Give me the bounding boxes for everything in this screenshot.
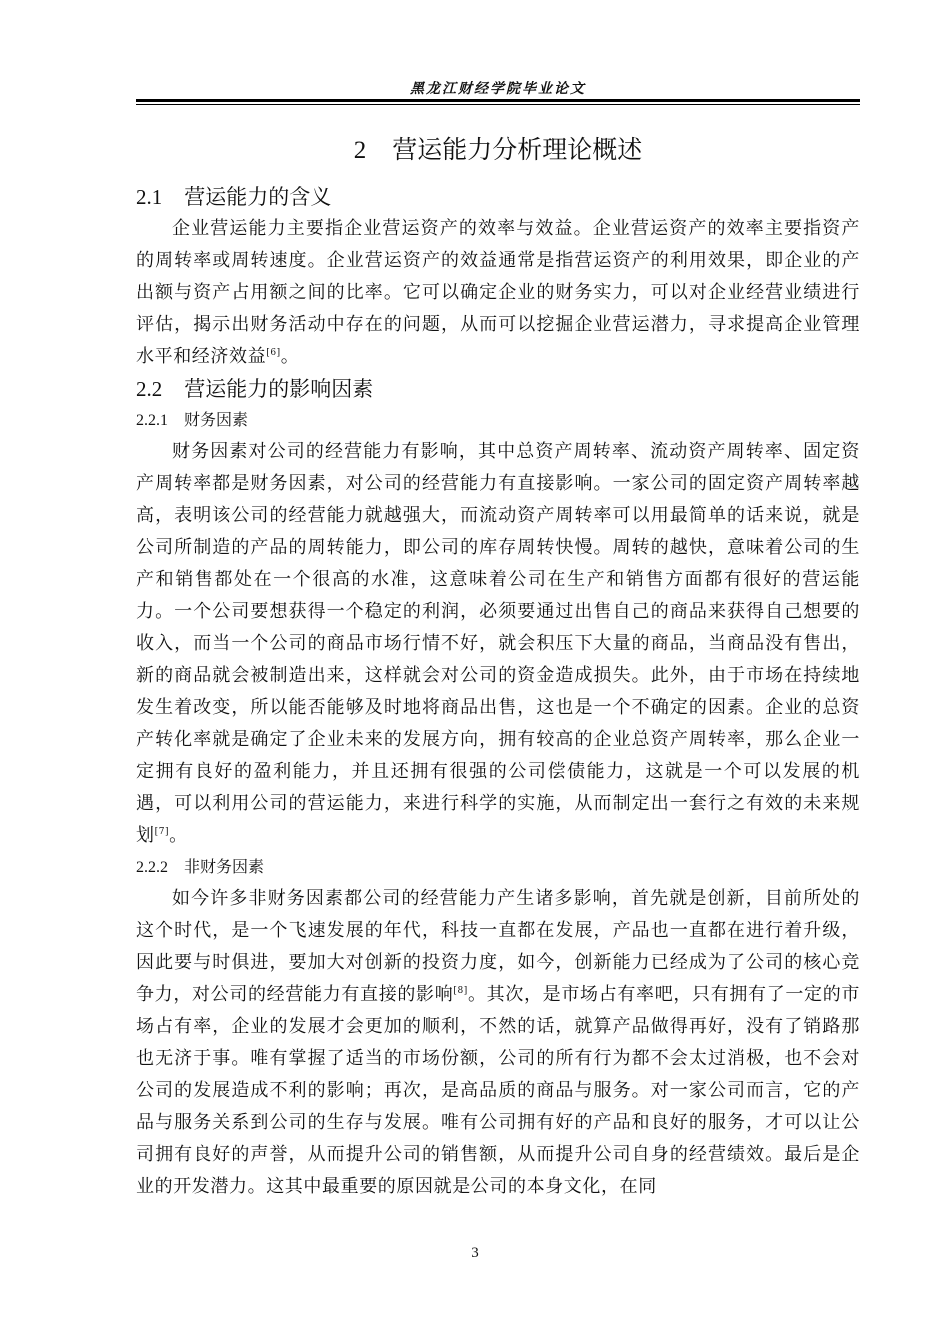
chapter-title — [136, 130, 860, 171]
section-2-2-1-heading — [136, 405, 860, 436]
chapter-number: 2 — [353, 137, 367, 164]
section-2-2-heading — [136, 373, 860, 405]
section-2-2-1-paragraph — [136, 436, 860, 852]
section-2-2-2-text-b: 。其次，是市场占有率吧，只有拥有了一定的市场占有率，企业的发展才会更加的顺利，不然的话，就算产品做得再好，没有了销路那也无济于事。唯有掌握了适当的市场份额，公司的所有行为都不会太过消极，也不会对公司的发展造成不利的影响；再次，是高品质的商品与服务。对一家公司而言，它的产品与服务关系到公司的生存与发展。唯有公司拥有好的产品和良好的服务，才可以让公司拥有良好的声誉，从而提升公司的销售额，从而提升公司自身的经营绩效。最后是企业的开发潜力。这其中最重要的原因就是公司的本身文化，在同 — [136, 984, 860, 1197]
chapter-title-text: 营运能力分析理论概述 — [392, 135, 643, 164]
section-2-2-title: 营运能力的影响因素 — [184, 377, 374, 401]
page-number: 3 — [471, 1245, 479, 1261]
section-2-1-tail: 。 — [280, 346, 300, 367]
section-2-2-1-tail: 。 — [169, 825, 188, 846]
section-2-1-text: 企业营运能力主要指企业营运资产的效率与效益。企业营运资产的效率主要指资产的周转率或周转速度。企业营运资产的效益通常是指营运资产的利用效果，即企业的产出额与资产占用额之间的比率。它可以确定企业的财务实力，可以对企业经营业绩进行评估，揭示出财务活动中存在的问题，从而可以挖掘企业营运潜力，寻求提高企业管理水平和经济效益 — [136, 218, 860, 367]
section-2-2-1-title: 财务因素 — [184, 410, 249, 429]
citation-8: [8] — [453, 986, 468, 996]
page-header: 黑龙江财经学院毕业论文 — [410, 81, 586, 97]
section-2-2-2-heading — [136, 852, 860, 883]
section-2-1-paragraph — [136, 213, 860, 373]
section-2-2-2-title: 非财务因素 — [184, 857, 265, 876]
section-2-2-number: 2.2 — [136, 377, 163, 401]
citation-7: [7] — [154, 827, 170, 837]
section-2-1-title: 营运能力的含义 — [184, 185, 332, 209]
section-2-2-1-number: 2.2.1 — [136, 412, 168, 429]
section-2-1-number: 2.1 — [136, 185, 163, 209]
section-2-2-1-text: 财务因素对公司的经营能力有影响，其中总资产周转率、流动资产周转率、固定资产周转率都是财务因素，对公司的经营能力有直接影响。一家公司的固定资产周转率越高，表明该公司的经营能力就越强大，而流动资产周转率可以用最简单的话来说，就是公司所制造的产品的周转能力，即公司的库存周转快慢。周转的越快，意味着公司的生产和销售都处在一个很高的水准，这意味着公司在生产和销售方面都有很好的营运能力。一个公司要想获得一个稳定的利润，必须要通过出售自己的商品来获得自己想要的收入，而当一个公司的商品市场行情不好，就会积压下大量的商品，当商品没有售出，新的商品就会被制造出来，这样就会对公司的资金造成损失。此外，由于市场在持续地发生着改变，所以能否能够及时地将商品出售，这也是一个不确定的因素。企业的总资产转化率就是确定了企业未来的发展方向，拥有较高的企业总资产周转率，那么企业一定拥有良好的盈利能力，并且还拥有很强的公司偿债能力，这就是一个可以发展的机遇，可以利用公司的营运能力，来进行科学的实施，从而制定出一套行之有效的未来规划 — [136, 441, 860, 846]
section-2-1-heading — [136, 181, 860, 213]
section-2-2-2-number: 2.2.2 — [136, 859, 168, 876]
section-2-2-2-paragraph — [136, 883, 860, 1203]
header-rule-thick — [136, 99, 860, 102]
section-2-2-2-text-a: 如今许多非财务因素都公司的经营能力产生诸多影响，首先就是创新，目前所处的这个时代，是一个飞速发展的年代，科技一直都在发展，产品也一直都在进行着升级，因此要与时俱进，要加大对创新的投资力度，如今，创新能力已经成为了公司的核心竞争力，对公司的经营能力有直接的影响 — [136, 888, 860, 1005]
citation-6: [6] — [266, 348, 281, 358]
header-rule-thin — [136, 104, 860, 105]
page-content — [136, 130, 860, 1203]
